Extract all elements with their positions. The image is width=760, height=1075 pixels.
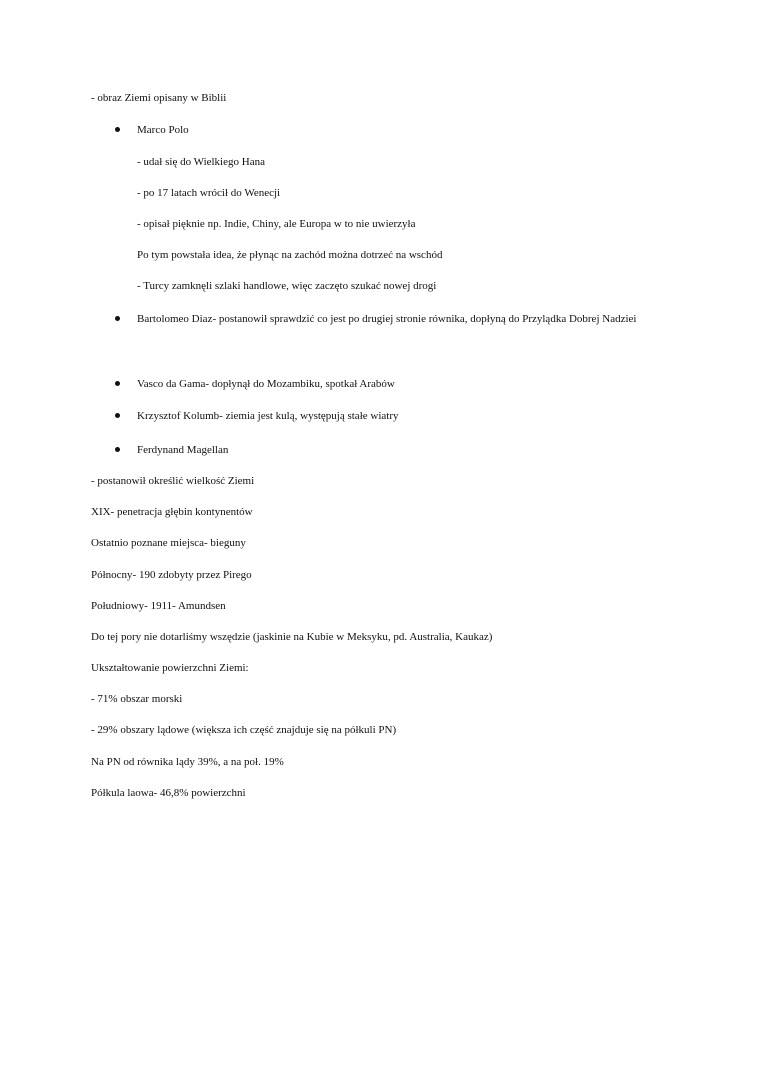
bullet-icon	[115, 381, 120, 386]
text-line: Do tej pory nie dotarliśmy wszędzie (jaskinie na Kubie w Meksyku, pd. Australia, Kaukaz)	[91, 631, 493, 643]
text-line: Po tym powstała idea, że płynąc na zachód można dotrzeć na wschód	[137, 249, 443, 261]
bullet-icon	[115, 127, 120, 132]
text-line: - obraz Ziemi opisany w Biblii	[91, 92, 227, 104]
text-line: - postanowił określić wielkość Ziemi	[91, 475, 255, 487]
text-line: Południowy- 1911- Amundsen	[91, 600, 226, 612]
bullet-icon	[115, 413, 120, 418]
bullet-icon	[115, 316, 120, 321]
text-line: Półkula laowa- 46,8% powierzchni	[91, 787, 246, 799]
text-line: Ukształtowanie powierzchni Ziemi:	[91, 662, 249, 674]
text-line: Na PN od równika lądy 39%, a na poł. 19%	[91, 756, 284, 768]
list-item: Vasco da Gama- dopłynął do Mozambiku, spotkał Arabów	[137, 378, 395, 390]
text-line: - po 17 latach wrócił do Wenecji	[137, 187, 281, 199]
text-line: Ostatnio poznane miejsca- bieguny	[91, 537, 246, 549]
bullet-icon	[115, 447, 120, 452]
list-item: Bartolomeo Diaz- postanowił sprawdzić co jest po drugiej stronie równika, dopłyną do Przylądka Dobrej Nadziei	[137, 313, 637, 325]
text-line: - 29% obszary lądowe (większa ich część znajduje się na półkuli PN)	[91, 724, 397, 736]
text-line: - udał się do Wielkiego Hana	[137, 156, 265, 168]
list-item: Krzysztof Kolumb- ziemia jest kulą, występują stałe wiatry	[137, 410, 399, 422]
text-line: Północny- 190 zdobyty przez Pirego	[91, 569, 252, 581]
text-line: XIX- penetracja głębin kontynentów	[91, 506, 253, 518]
text-line: - Turcy zamknęli szlaki handlowe, więc zaczęto szukać nowej drogi	[137, 280, 437, 292]
text-line: - opisał pięknie np. Indie, Chiny, ale Europa w to nie uwierzyła	[137, 218, 416, 230]
list-item: Marco Polo	[137, 124, 189, 136]
text-line: - 71% obszar morski	[91, 693, 183, 705]
list-item: Ferdynand Magellan	[137, 444, 229, 456]
